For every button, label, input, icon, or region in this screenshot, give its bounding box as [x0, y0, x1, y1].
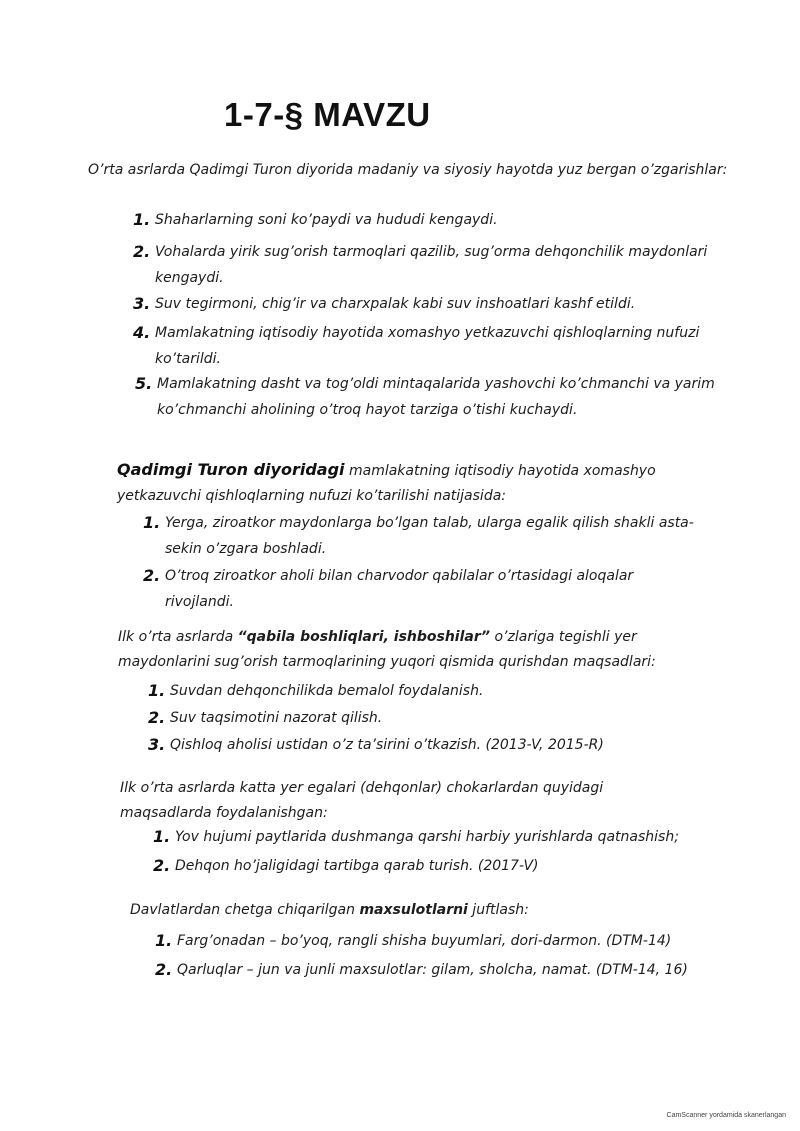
page-title: 1-7-§ MAVZU: [224, 96, 431, 133]
item-number: 1.: [153, 827, 171, 846]
section3-item-2: [148, 705, 690, 731]
section2-intro-text: mamlakatning iqtisodiy hayotida xomashyo yetkazuvchi qishloqlarning nufuzi ko’tarilishi natijasida:: [117, 463, 656, 504]
section2-item-1: [143, 510, 710, 562]
section3-intro: [118, 625, 693, 675]
item-number: 1.: [143, 513, 161, 532]
section5-intro-b: juftlash:: [467, 902, 529, 918]
item-number: 4.: [133, 323, 151, 342]
item-text: Qishloq aholisi ustidan o’z ta’sirini o’tkazish. (2013-V, 2015-R): [170, 737, 604, 753]
section1-item-2: [133, 239, 710, 291]
item-text: Yerga, ziroatkor maydonlarga bo’lgan talab, ularga egalik qilish shakli asta-sekin o’zgara boshladi.: [165, 515, 694, 557]
item-number: 2.: [133, 242, 151, 261]
section1-intro: O’rta asrlarda Qadimgi Turon diyorida madaniy va siyosiy hayotda yuz bergan o’zgarishlar:: [88, 162, 728, 178]
item-text: Suv tegirmoni, chig’ir va charxpalak kabi suv inshoatlari kashf etildi.: [155, 296, 636, 312]
section1-item-5: [135, 371, 722, 423]
item-text: Vohalarda yirik sug’orish tarmoqlari qazilib, sug’orma dehqonchilik maydonlari kengaydi.: [155, 244, 708, 286]
section2-intro: [117, 457, 727, 509]
section4-intro: Ilk o’rta asrlarda katta yer egalari (dehqonlar) chokarlardan quyidagi maqsadlarda foydalanishgan:: [120, 780, 604, 821]
item-number: 3.: [148, 735, 166, 754]
item-text: Farg’onadan – bo’yoq, rangli shisha buyumlari, dori-darmon. (DTM-14): [177, 933, 672, 949]
item-number: 2.: [155, 960, 173, 979]
item-number: 5.: [135, 374, 153, 393]
section2-item-2: [143, 563, 685, 615]
item-number: 2.: [153, 856, 171, 875]
section1-item-3: [133, 291, 730, 317]
section1-item-1: [133, 207, 715, 233]
item-text: O’troq ziroatkor aholi bilan charvodor qabilalar o’rtasidagi aloqalar rivojlandi.: [165, 568, 634, 610]
section5-intro: [130, 898, 690, 923]
item-text: Qarluqlar – jun va junli maxsulotlar: gilam, sholcha, namat. (DTM-14, 16): [177, 962, 688, 978]
section5-intro-bold: maxsulotlarni: [359, 902, 468, 918]
item-number: 1.: [133, 210, 151, 229]
section3-intro-b: o’zlariga tegishli yer maydonlarini sug’orish tarmoqlarining yuqori qismida qurishdan maqsadlari:: [118, 629, 656, 670]
section3-intro-bold: “qabila boshliqlari, ishboshilar”: [237, 629, 491, 645]
item-text: Mamlakatning dasht va tog’oldi mintaqalarida yashovchi ko’chmanchi va yarim ko’chmanchi aholining o’troq hayot tarziga o’tishi kuchaydi.: [157, 376, 715, 418]
item-text: Mamlakatning iqtisodiy hayotida xomashyo yetkazuvchi qishloqlarning nufuzi ko’tarildi.: [155, 325, 700, 367]
section3-item-1: [148, 678, 690, 704]
section5-item-2: [155, 957, 737, 983]
item-number: 2.: [148, 708, 166, 727]
item-number: 1.: [155, 931, 173, 950]
section2-lead: Qadimgi Turon diyoridagi: [117, 460, 345, 479]
item-text: Shaharlarning soni ko’paydi va hududi kengaydi.: [155, 212, 498, 228]
section5-intro-a: Davlatlardan chetga chiqarilgan: [130, 902, 360, 918]
item-number: 1.: [148, 681, 166, 700]
section3-intro-a: Ilk o’rta asrlarda: [118, 629, 238, 645]
section4-item-1: [153, 824, 715, 850]
item-text: Dehqon ho’jaligidagi tartibga qarab turish. (2017-V): [175, 858, 539, 874]
section5-item-1: [155, 928, 737, 954]
item-number: 3.: [133, 294, 151, 313]
section3-item-3: [148, 732, 690, 758]
section1-item-4: [133, 320, 710, 372]
item-text: Yov hujumi paytlarida dushmanga qarshi harbiy yurishlarda qatnashish;: [175, 829, 679, 845]
item-text: Suv taqsimotini nazorat qilish.: [170, 710, 383, 726]
section4-item-2: [153, 853, 695, 879]
scanner-watermark: CamScanner yordamida skanerlangan: [666, 1112, 786, 1119]
item-text: Suvdan dehqonchilikda bemalol foydalanish.: [170, 683, 484, 699]
item-number: 2.: [143, 566, 161, 585]
